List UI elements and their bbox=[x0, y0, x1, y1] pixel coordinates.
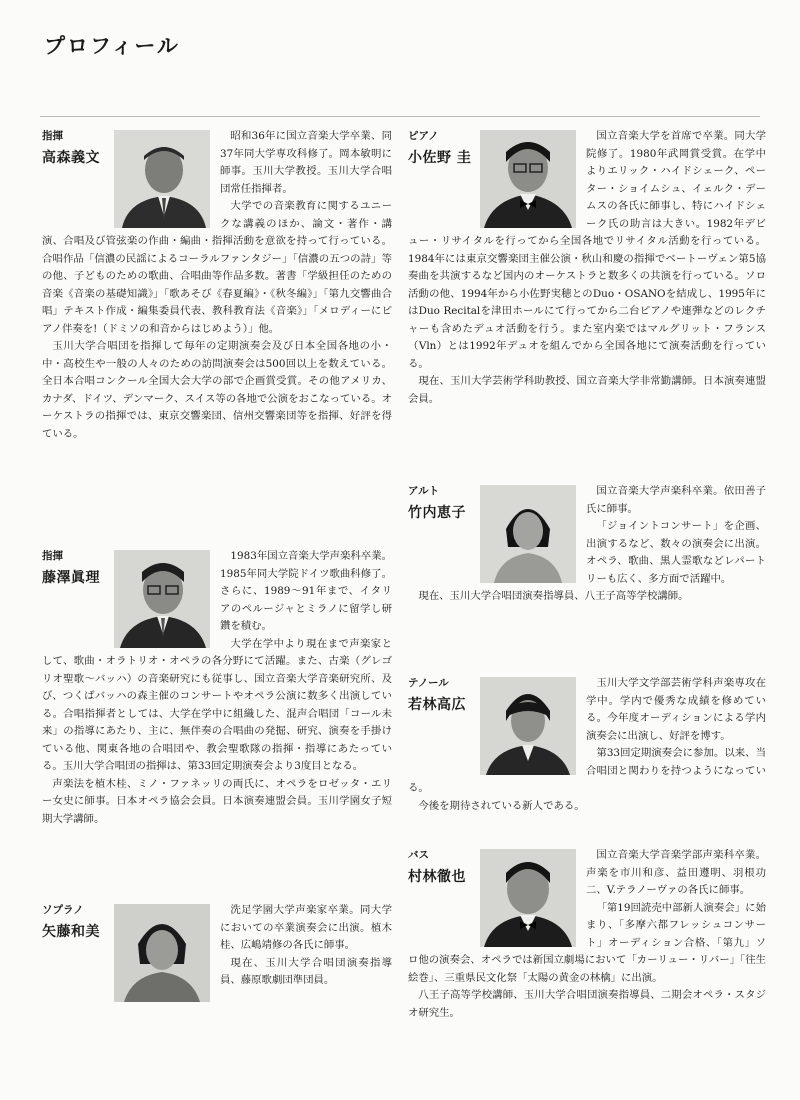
profile-fujisawa bbox=[42, 548, 392, 896]
portrait-photo bbox=[480, 849, 576, 947]
profile-role: アルト bbox=[408, 485, 440, 497]
profile-wakabayashi bbox=[408, 675, 766, 847]
profile-role: 指揮 bbox=[42, 550, 63, 562]
profile-name: 高森義文 bbox=[42, 150, 100, 166]
profile-role: テノール bbox=[408, 677, 449, 689]
portrait-photo bbox=[114, 550, 210, 648]
profile-name: 小佐野 圭 bbox=[408, 150, 472, 166]
profile-takeuchi bbox=[408, 483, 766, 675]
portrait-woman bbox=[114, 904, 210, 1002]
portrait-young-man bbox=[480, 677, 576, 775]
profile-bio: 昭和36年に国立音楽大学卒業、同37年同大学専攻科修了。岡本敏明に師事。玉川大学教授。玉川大学合唱団常任指揮者。 大学での音楽教育に関するユニークな講義のほか、論文・著作・講演、合唱及び管弦楽の作曲・編曲・指揮活動を意欲を持って行っている。合唱作品「信濃の民謡によるコーラルファンタジー」「信濃の五つの詩」等の他、子どものための歌曲、合唱曲等作品多数。著書「学級担任のための音楽《音楽の基礎知識》」「歌あそび《春夏編》・《秋冬編》」「第九交響曲合唱」テキスト作成・編集委員代表、教科教育法《音楽》」「メロディーにピアノ伴奏を!（ドミソの和音からはじめよう）」他。 玉川大学合唱団を指揮して毎年の定期演奏会及び日本全国各地の小・中・高校生や一般の人々のための訪問演奏会は500回以上を数えている。全日本合唱コンクール全国大会大学の部で企画賞受賞。その他アメリカ、カナダ、ドイツ、デンマーク、スイス等の各地で公演をおこなっている。オーケストラの指揮では、東京交響楽団、信州交響楽団等を指揮、好評を得ている。 bbox=[42, 130, 392, 440]
profile-role: ピアノ bbox=[408, 130, 439, 142]
profile-name: 村林徹也 bbox=[408, 869, 466, 885]
portrait-man-suit bbox=[114, 130, 210, 228]
portrait-photo bbox=[114, 130, 210, 228]
profile-bio: 玉川大学文学部芸術学科声楽専攻在学中。学内で優秀な成績を修めている。今年度オーディションによる学内演奏会に出演し、好評を博す。 第33回定期演奏会に参加。以来、当合唱団と関わりを持つようになっている。 今後を期待されている新人である。 bbox=[408, 677, 766, 812]
profile-role: ソプラノ bbox=[42, 904, 84, 916]
profile-bio: 国立音楽大学音楽学部声楽科卒業。声楽を市川和彦、益田遵明、羽根功二、V.テラノーヴァの各氏に師事。 「第19回読売中部新人演奏会」に始まり、「多摩六都フレッシュコンサート」オーディション合格、「第九」ソロ他の演奏会、オペラでは新国立劇場において「カーリュー・リバー」「往生絵巻」、三重県民文化祭「太陽の黄金の林檎」に出演。 八王子高等学校講師、玉川大学合唱団演奏指導員、二期会オペラ・スタジオ研究生。 bbox=[408, 849, 766, 1019]
portrait-photo bbox=[114, 904, 210, 1002]
profile-bio: 1983年国立音楽大学声楽科卒業。1985年同大学院ドイツ歌曲科修了。さらに、1989～91年まで、イタリアのペルージャとミラノに留学し研鑽を積む。 大学在学中より現在まで声楽家として、歌曲・オラトリオ・オペラの各分野にて活躍。また、古楽（グレゴリオ聖歌～バッハ）の音楽研究にも従事し、国立音楽大学音楽研究所、及び、つくばバッハの森主催のコンサートやオペラ公演に数多く出演している。合唱指揮者としては、大学在学中に組織した、混声合唱団「コール未来」の指導にあたり、主に、無伴奏の合唱曲の発掘、研究、演奏を手掛けている他、関東各地の合唱団や、教会聖歌隊の指揮・指導にあたっている。玉川大学合唱団の指揮は、第33回定期演奏会より3度目となる。 声楽法を植木桂、ミノ・ファネッリの両氏に、オペラをロゼッタ・エリー女史に師事。日本オペラ協会会員。日本演奏連盟会員。玉川学園女子短期大学講師。 bbox=[42, 550, 392, 825]
profile-name: 竹内恵子 bbox=[408, 505, 466, 521]
profile-name: 藤澤眞理 bbox=[42, 570, 100, 586]
right-column bbox=[408, 128, 766, 1022]
profile-bio: 洗足学園大学声楽家卒業。同大学においての卒業演奏会に出演。植木桂、広嶋靖修の各氏に師事。 現在、玉川大学合唱団演奏指導員、藤原歌劇団準団員。 bbox=[220, 904, 392, 986]
profile-bio: 国立音楽大学声楽科卒業。依田善子氏に師事。 「ジョイントコンサート」を企画、出演するなど、数々の演奏会に出演。オペラ、歌曲、黒人霊歌などレパートリーも広く、多方面で活躍中。 現在、玉川大学合唱団演奏指導員、八王子高等学校講師。 bbox=[418, 485, 766, 602]
profile-murabayashi bbox=[408, 847, 766, 1022]
portrait-woman-earrings bbox=[480, 485, 576, 583]
profile-bio: 国立音楽大学を首席で卒業。同大学院修了。1980年武岡賞受賞。在学中よりエリック・ハイドシェーク、ペーター・ショイムシュ、イェルク・デームスの各氏に師事し、特にハイドシェーク氏の助言は大きい。1982年デビュー・リサイタルを行ってから全国各地でリサイタル活動を行っている。1984年には東京交響楽団主催公演・秋山和慶の指揮でベートーヴェン第5協奏曲を共演するなど国内のオーケストラと数多くの共演を行っている。ソロ活動の他、1994年から小佐野実穂とのDuo・OSANOを結成し、1995年にはDuo Recitalを津田ホールにて行ってから二台ピアノや連弾などのレクチャーも含めたデュオ活動を行う。また室内楽ではマルグリット・フランス（Vln）とは1992年デュオを組んでから全国各地にて演奏活動を行っている。 現在、玉川大学芸術学科助教授、国立音楽大学非常勤講師。日本演奏連盟会員。 bbox=[408, 130, 766, 405]
portrait-photo bbox=[480, 130, 576, 228]
portrait-man-tuxedo bbox=[480, 849, 576, 947]
profile-takamori bbox=[42, 128, 392, 548]
profile-osano bbox=[408, 128, 766, 483]
profile-name: 若林高広 bbox=[408, 697, 466, 713]
portrait-man-glasses bbox=[114, 550, 210, 648]
profile-role: バス bbox=[408, 849, 429, 861]
left-column bbox=[42, 128, 392, 1006]
portrait-photo bbox=[480, 485, 576, 583]
portrait-man-bowtie bbox=[480, 130, 576, 228]
header-divider bbox=[40, 116, 760, 117]
portrait-photo bbox=[480, 677, 576, 775]
profile-role: 指揮 bbox=[42, 130, 63, 142]
page-title: プロフィール bbox=[44, 34, 180, 58]
profile-yato bbox=[42, 902, 392, 1006]
profile-name: 矢藤和美 bbox=[42, 924, 100, 940]
